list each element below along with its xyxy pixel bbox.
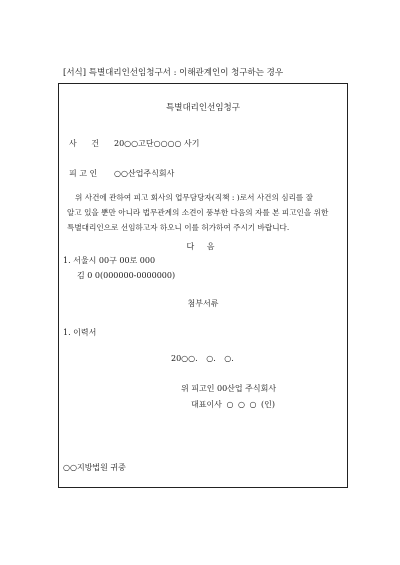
case-value: 20○○고단○○○○ 사기 xyxy=(114,139,200,148)
body-paragraph xyxy=(67,190,341,235)
court-addressee: ○○지방법원 귀중 xyxy=(63,463,126,472)
signer-company: 위 피고인 00산업 주식회사 xyxy=(181,384,277,393)
body-line-1: 위 사건에 관하여 피고 회사의 업무담당자(직책 : )로서 사건의 심리를 잘 xyxy=(75,193,314,202)
defendant-label: 피 고 인 xyxy=(69,169,98,178)
body-line-3: 특별대리인으로 선임하고자 하오니 이를 허가하여 주시기 바랍니다. xyxy=(67,223,290,232)
date-line: 20○○. ○. ○. xyxy=(171,354,234,363)
attachments-heading: 첨부서류 xyxy=(187,299,219,308)
below-heading: 다 음 xyxy=(186,242,220,251)
address-line: 1. 서울시 00구 00로 000 xyxy=(63,256,156,265)
form-caption: [서식] 특별대리인선임청구서 : 이해관계인이 청구하는 경우 xyxy=(63,68,284,78)
signer-representative: 대표이사 ○ ○ ○ (인) xyxy=(191,400,275,409)
defendant-value: ○○산업주식회사 xyxy=(114,169,175,178)
body-line-2: 알고 있을 뿐만 아니라 법무관계의 소견이 풍부한 다음의 자를 본 피고인을 위한 xyxy=(67,208,329,217)
case-label: 사 건 xyxy=(69,139,105,148)
form-frame xyxy=(58,83,348,488)
form-title: 특별대리인선임청구 xyxy=(166,103,240,113)
attachment-item: 1. 이력서 xyxy=(63,328,97,337)
person-line: 김 0 0(000000-0000000) xyxy=(77,271,176,280)
